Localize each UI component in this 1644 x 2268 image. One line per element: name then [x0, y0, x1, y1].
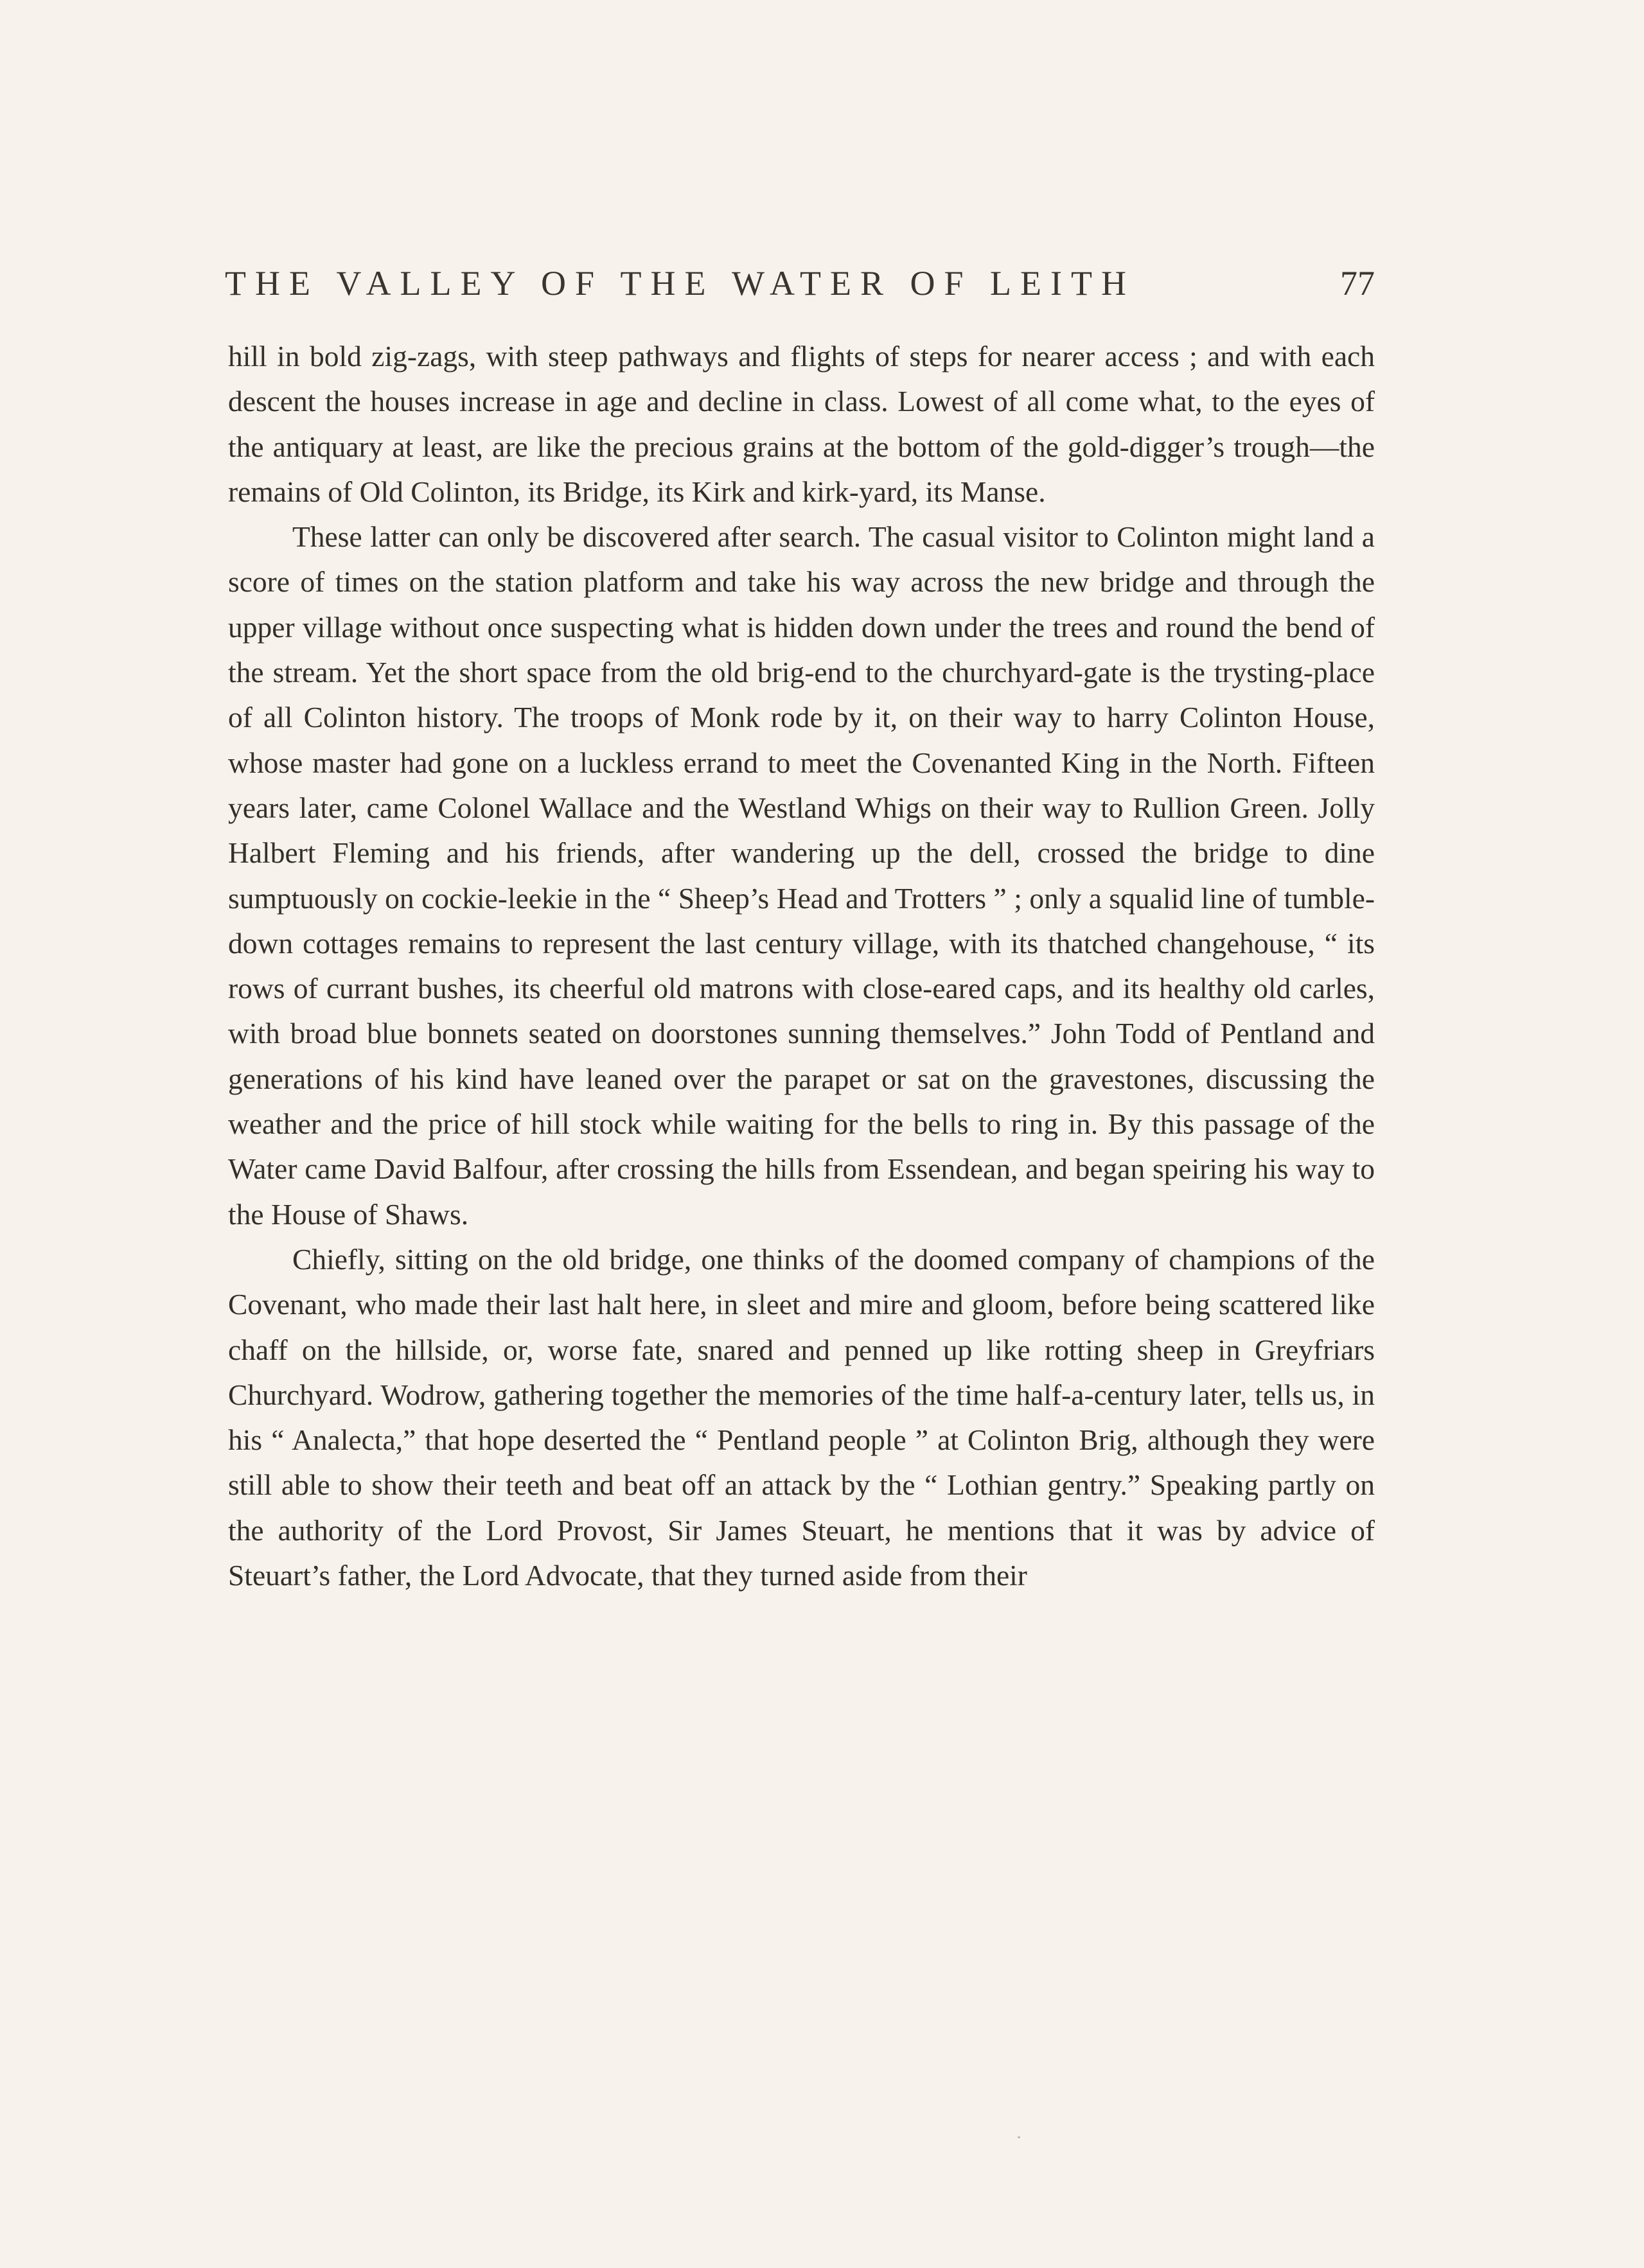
running-title: THE VALLEY OF THE WATER OF LEITH [225, 264, 1135, 303]
paper-speck [1018, 2136, 1020, 2138]
paragraph-3: Chiefly, sitting on the old bridge, one thinks of the doomed company of champions of the Covenant, who made their last halt here, in sleet and mire and gloom, before being scattered like chaff on the hillside, or, worse fate, snared and penned up like rotting sheep in Greyfriars Churchyard. Wodrow, gathering together the memories of the time half-a-century later, tells us, in his “ Analecta,” that hope deserted the “ Pentland people ” at Colinton Brig, although they were still able to show their teeth and beat off an attack by the “ Lothian gentry.” Speaking partly on the authority of the Lord Provost, Sir James Steuart, he mentions that it was by advice of Steuart’s father, the Lord Advocate, that they turned aside from their [228, 1242, 1375, 1592]
body-text [228, 334, 1375, 1598]
paragraph-2: These latter can only be discovered after search. The casual visitor to Colinton might land a score of times on the station platform and take his way across the new bridge and through the upper village without once suspecting what is hidden down under the trees and round the bend of the stream. Yet the short space from the old brig-end to the churchyard-gate is the trysting-place of all Colinton history. The troops of Monk rode by it, on their way to harry Colinton House, whose master had gone on a luckless errand to meet the Covenanted King in the North. Fifteen years later, came Colonel Wallace and the Westland Whigs on their way to Rullion Green. Jolly Halbert Fleming and his friends, after wandering up the dell, crossed the bridge to dine sumptuously on cockie-leekie in the “ Sheep’s Head and Trotters ” ; only a squalid line of tumble-down cottages remains to represent the last century village, with its thatched changehouse, “ its rows of currant bushes, its cheerful old matrons with close-eared caps, and its healthy old carles, with broad blue bonnets seated on doorstones sunning themselves.” John Todd of Pentland and generations of his kind have leaned over the parapet or sat on the gravestones, discussing the weather and the price of hill stock while waiting for the bells to ring in. By this passage of the Water came David Balfour, after crossing the hills from Essendean, and began speiring his way to the House of Shaws. [228, 520, 1375, 1231]
paragraph-1: hill in bold zig-zags, with steep pathways and flights of steps for nearer access ; and with each descent the houses increase in age and decline in class. Lowest of all come what, to the eyes of the antiquary at least, are like the precious grains at the bottom of the gold-digger’s trough—the remains of Old Colinton, its Bridge, its Kirk and kirk-yard, its Manse. [228, 340, 1375, 508]
page-number: 77 [1340, 264, 1375, 303]
running-head [225, 263, 1375, 308]
